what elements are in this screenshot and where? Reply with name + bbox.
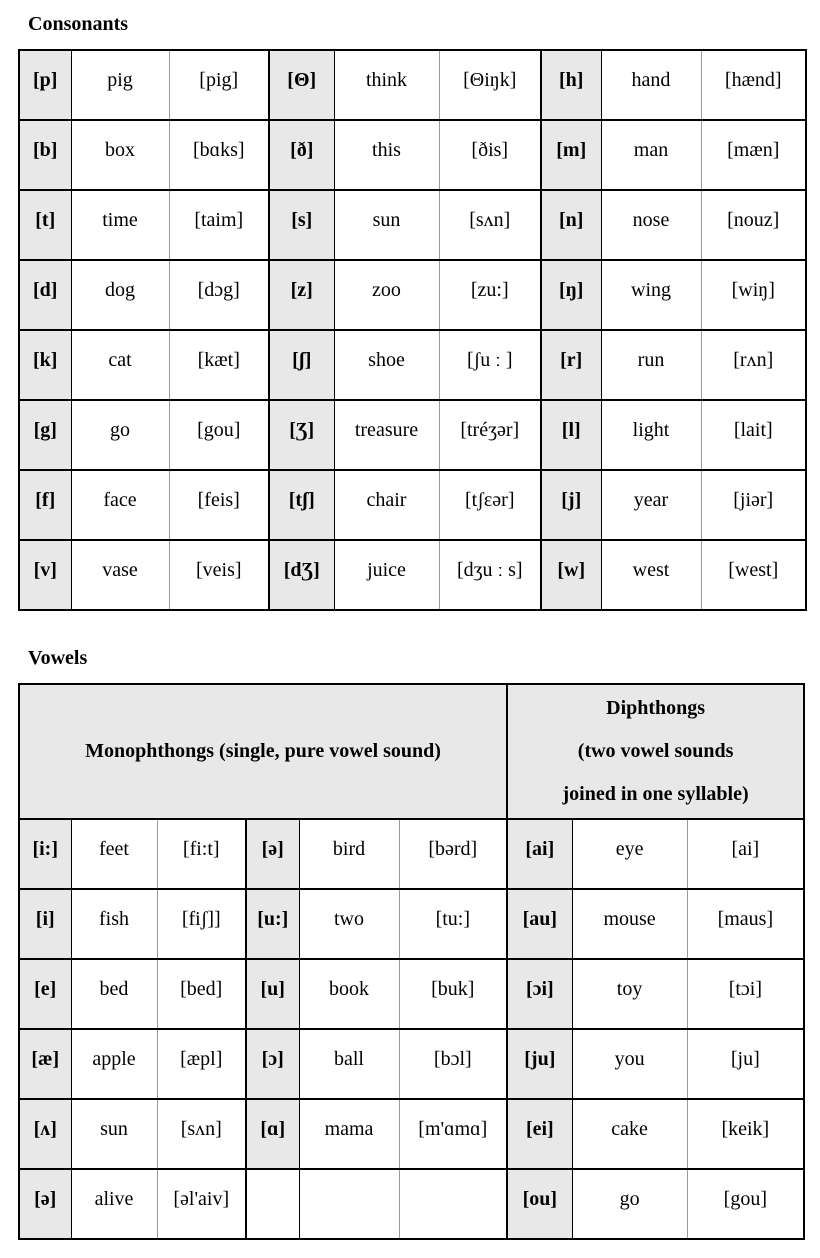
vowel-row (19, 819, 804, 889)
vowel-word-cell: bird (299, 819, 399, 889)
diphthongs-header (507, 684, 804, 819)
consonant-transcription-cell: [zu:] (439, 260, 541, 330)
vowel-word-cell: bed (71, 959, 157, 1029)
consonant-symbol-cell: [t] (19, 190, 71, 260)
consonant-symbol-cell: [tʃ] (269, 470, 334, 540)
consonant-symbol-cell: [ŋ] (541, 260, 601, 330)
consonant-word-cell: treasure (334, 400, 439, 470)
consonant-word-cell: pig (71, 50, 169, 120)
vowel-symbol-cell: [au] (507, 889, 572, 959)
consonant-symbol-cell: [z] (269, 260, 334, 330)
consonant-row (19, 50, 806, 120)
diphthongs-header-line-2: (two vowel sounds (577, 740, 734, 762)
vowel-symbol-cell: [ɑ] (246, 1099, 299, 1169)
consonants-table (18, 49, 807, 611)
vowel-row (19, 959, 804, 1029)
consonant-row (19, 400, 806, 470)
consonant-transcription-cell: [taim] (169, 190, 269, 260)
diphthongs-header-line-1: Diphthongs (606, 697, 706, 719)
vowel-symbol-cell: [u:] (246, 889, 299, 959)
consonant-symbol-cell: [f] (19, 470, 71, 540)
vowel-word-cell: apple (71, 1029, 157, 1099)
consonant-row (19, 470, 806, 540)
vowel-transcription-cell: [m'ɑmɑ] (399, 1099, 507, 1169)
consonant-transcription-cell: [wiŋ] (701, 260, 806, 330)
consonant-word-cell: shoe (334, 330, 439, 400)
consonant-symbol-cell: [Θ] (269, 50, 334, 120)
consonant-symbol-cell: [l] (541, 400, 601, 470)
consonant-transcription-cell: [lait] (701, 400, 806, 470)
consonant-word-cell: dog (71, 260, 169, 330)
consonant-word-cell: zoo (334, 260, 439, 330)
vowel-symbol-cell: [ɔ] (246, 1029, 299, 1099)
vowel-symbol-cell: [u] (246, 959, 299, 1029)
vowel-transcription-cell: [keik] (687, 1099, 804, 1169)
vowel-symbol-cell: [ʌ] (19, 1099, 71, 1169)
vowel-symbol-cell: [ou] (507, 1169, 572, 1239)
consonant-symbol-cell: [p] (19, 50, 71, 120)
consonant-symbol-cell: [v] (19, 540, 71, 610)
consonant-word-cell: man (601, 120, 701, 190)
consonant-transcription-cell: [jiər] (701, 470, 806, 540)
vowel-word-cell: mama (299, 1099, 399, 1169)
consonant-word-cell: wing (601, 260, 701, 330)
vowel-symbol-cell (246, 1169, 299, 1239)
vowel-transcription-cell: [tu:] (399, 889, 507, 959)
consonant-symbol-cell: [w] (541, 540, 601, 610)
vowel-word-cell (299, 1169, 399, 1239)
consonant-symbol-cell: [m] (541, 120, 601, 190)
consonant-transcription-cell: [hænd] (701, 50, 806, 120)
consonant-transcription-cell: [pig] (169, 50, 269, 120)
vowel-transcription-cell: [bed] (157, 959, 246, 1029)
consonant-transcription-cell: [tʃɛər] (439, 470, 541, 540)
vowel-word-cell: toy (572, 959, 687, 1029)
vowel-symbol-cell: [ɔi] (507, 959, 572, 1029)
vowels-table (18, 683, 805, 1240)
vowel-row (19, 1099, 804, 1169)
vowels-header-row (19, 684, 804, 819)
consonant-symbol-cell: [ð] (269, 120, 334, 190)
consonant-word-cell: think (334, 50, 439, 120)
vowel-word-cell: eye (572, 819, 687, 889)
monophthongs-header: Monophthongs (single, pure vowel sound) (19, 684, 507, 819)
consonant-word-cell: face (71, 470, 169, 540)
vowel-symbol-cell: [i] (19, 889, 71, 959)
vowel-word-cell: sun (71, 1099, 157, 1169)
consonant-symbol-cell: [k] (19, 330, 71, 400)
consonant-transcription-cell: [tréʒər] (439, 400, 541, 470)
consonant-row (19, 260, 806, 330)
vowel-word-cell: book (299, 959, 399, 1029)
consonant-symbol-cell: [g] (19, 400, 71, 470)
vowel-row (19, 1169, 804, 1239)
consonant-transcription-cell: [sʌn] (439, 190, 541, 260)
consonant-transcription-cell: [rʌn] (701, 330, 806, 400)
consonant-symbol-cell: [n] (541, 190, 601, 260)
consonant-transcription-cell: [dɔg] (169, 260, 269, 330)
consonant-symbol-cell: [b] (19, 120, 71, 190)
consonant-transcription-cell: [bɑks] (169, 120, 269, 190)
vowel-transcription-cell: [tɔi] (687, 959, 804, 1029)
consonant-transcription-cell: [west] (701, 540, 806, 610)
consonant-word-cell: time (71, 190, 169, 260)
consonant-word-cell: light (601, 400, 701, 470)
vowel-transcription-cell (399, 1169, 507, 1239)
vowel-transcription-cell: [ju] (687, 1029, 804, 1099)
consonant-row (19, 540, 806, 610)
consonant-transcription-cell: [veis] (169, 540, 269, 610)
vowel-row (19, 889, 804, 959)
vowel-symbol-cell: [æ] (19, 1029, 71, 1099)
consonant-symbol-cell: [ʃ] (269, 330, 334, 400)
consonant-transcription-cell: [gou] (169, 400, 269, 470)
consonant-symbol-cell: [Ʒ] (269, 400, 334, 470)
consonant-word-cell: cat (71, 330, 169, 400)
vowels-title: Vowels (28, 647, 88, 669)
vowel-transcription-cell: [gou] (687, 1169, 804, 1239)
vowel-symbol-cell: [ə] (19, 1169, 71, 1239)
consonant-transcription-cell: [feis] (169, 470, 269, 540)
vowel-word-cell: cake (572, 1099, 687, 1169)
diphthongs-header-line-3: joined in one syllable) (562, 783, 749, 805)
vowel-transcription-cell: [buk] (399, 959, 507, 1029)
consonant-symbol-cell: [s] (269, 190, 334, 260)
vowel-transcription-cell: [fi:t] (157, 819, 246, 889)
consonant-row (19, 120, 806, 190)
consonant-row (19, 330, 806, 400)
consonant-word-cell: hand (601, 50, 701, 120)
consonant-word-cell: vase (71, 540, 169, 610)
consonant-transcription-cell: [ðis] (439, 120, 541, 190)
vowel-transcription-cell: [sʌn] (157, 1099, 246, 1169)
vowel-transcription-cell: [bɔl] (399, 1029, 507, 1099)
consonant-word-cell: chair (334, 470, 439, 540)
consonant-word-cell: west (601, 540, 701, 610)
vowel-transcription-cell: [bərd] (399, 819, 507, 889)
consonant-transcription-cell: [dʒu ː s] (439, 540, 541, 610)
consonant-word-cell: year (601, 470, 701, 540)
consonant-word-cell: nose (601, 190, 701, 260)
consonant-word-cell: juice (334, 540, 439, 610)
vowel-symbol-cell: [ei] (507, 1099, 572, 1169)
vowel-word-cell: alive (71, 1169, 157, 1239)
consonant-word-cell: go (71, 400, 169, 470)
consonant-word-cell: this (334, 120, 439, 190)
consonant-transcription-cell: [Θiŋk] (439, 50, 541, 120)
vowel-word-cell: two (299, 889, 399, 959)
vowel-symbol-cell: [e] (19, 959, 71, 1029)
vowel-word-cell: ball (299, 1029, 399, 1099)
vowel-transcription-cell: [maus] (687, 889, 804, 959)
consonant-symbol-cell: [h] (541, 50, 601, 120)
vowel-transcription-cell: [ai] (687, 819, 804, 889)
consonants-title: Consonants (28, 13, 129, 35)
vowel-symbol-cell: [ai] (507, 819, 572, 889)
consonant-row (19, 190, 806, 260)
consonant-word-cell: run (601, 330, 701, 400)
vowel-transcription-cell: [əl'aiv] (157, 1169, 246, 1239)
consonant-symbol-cell: [r] (541, 330, 601, 400)
consonant-symbol-cell: [dƷ] (269, 540, 334, 610)
vowel-row (19, 1029, 804, 1099)
vowel-transcription-cell: [æpl] (157, 1029, 246, 1099)
vowel-word-cell: you (572, 1029, 687, 1099)
consonant-transcription-cell: [kæt] (169, 330, 269, 400)
vowel-word-cell: mouse (572, 889, 687, 959)
consonant-word-cell: box (71, 120, 169, 190)
vowel-transcription-cell: [fiʃ]] (157, 889, 246, 959)
consonant-symbol-cell: [d] (19, 260, 71, 330)
consonant-symbol-cell: [j] (541, 470, 601, 540)
consonant-transcription-cell: [nouz] (701, 190, 806, 260)
vowel-word-cell: go (572, 1169, 687, 1239)
consonant-transcription-cell: [mæn] (701, 120, 806, 190)
vowel-symbol-cell: [ə] (246, 819, 299, 889)
vowel-symbol-cell: [i:] (19, 819, 71, 889)
vowel-symbol-cell: [ju] (507, 1029, 572, 1099)
vowel-word-cell: feet (71, 819, 157, 889)
consonant-transcription-cell: [ʃu ː ] (439, 330, 541, 400)
vowel-word-cell: fish (71, 889, 157, 959)
consonant-word-cell: sun (334, 190, 439, 260)
